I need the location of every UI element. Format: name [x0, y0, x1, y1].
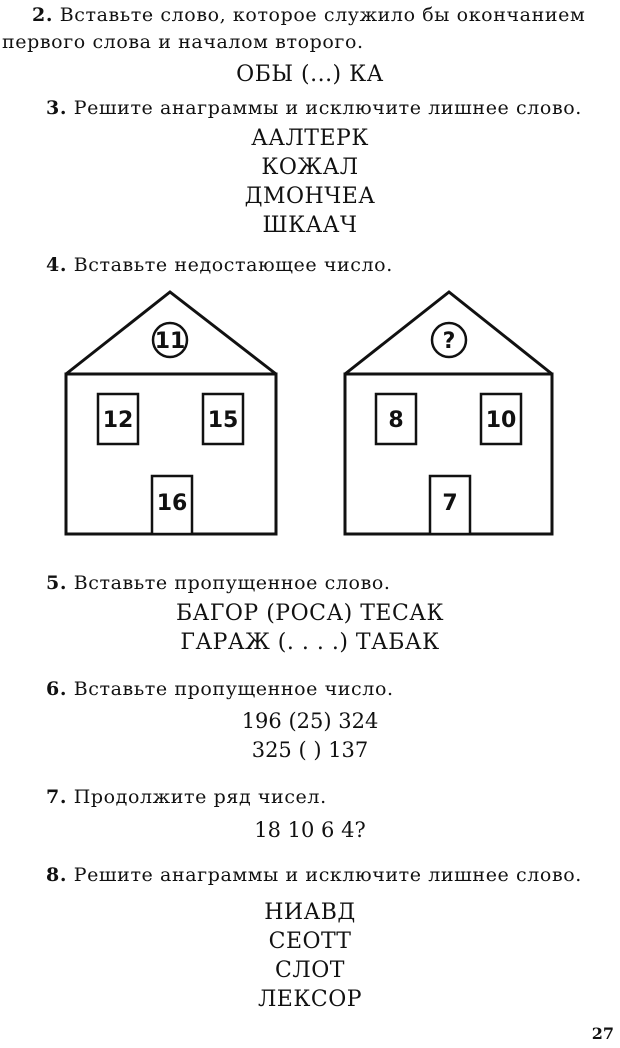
task2-puzzle: ОБЫ (...) КА	[236, 62, 384, 87]
task5-line: ГАРАЖ (. . . .) ТАБАК	[180, 630, 440, 655]
task3-word: ШКААЧ	[262, 213, 358, 238]
task5-heading	[46, 572, 391, 594]
task6-line: 196 (25) 324	[241, 709, 379, 733]
house-left-door-number: 16	[156, 491, 188, 516]
task3-word: КОЖАЛ	[261, 155, 359, 180]
task8-word: ЛЕКСОР	[257, 987, 363, 1012]
task3-number: 3.	[46, 97, 68, 119]
house-right-door-number: 7	[442, 491, 458, 516]
task3-text: Решите анаграммы и исключите лишнее слово.	[73, 97, 582, 119]
task4-text: Вставьте недостающее число.	[73, 254, 393, 276]
houses-figure	[0, 280, 620, 550]
house-left-roof-number: 11	[154, 329, 186, 354]
task5-line: БАГОР (РОСА) ТЕСАК	[176, 601, 444, 626]
task7-heading	[46, 786, 327, 808]
house-right-window-right-number: 10	[485, 408, 517, 433]
task4-heading	[46, 254, 393, 276]
task2-text: Вставьте слово, которое служило бы окончанием	[59, 4, 586, 26]
house-left-window-right-number: 15	[207, 408, 239, 433]
house-right	[345, 292, 552, 534]
task6-line: 325 ( ) 137	[251, 738, 369, 762]
house-left	[66, 292, 276, 534]
task8-word: СЕОТТ	[268, 929, 352, 954]
task7-series: 18 10 6 4?	[254, 818, 366, 842]
page-number: 27	[591, 1024, 614, 1043]
task5-text: Вставьте пропущенное слово.	[73, 572, 391, 594]
task6-number: 6.	[46, 678, 68, 700]
task5-number: 5.	[46, 572, 68, 594]
house-left-window-left-number: 12	[102, 408, 134, 433]
task4-number: 4.	[46, 254, 68, 276]
task8-number: 8.	[46, 864, 68, 886]
task7-number: 7.	[46, 786, 68, 808]
house-right-roof-number: ?	[442, 329, 456, 354]
task8-heading	[46, 864, 582, 886]
task2-text-line1	[32, 4, 585, 26]
task3-word: ДМОНЧЕА	[244, 184, 376, 209]
task3-word: ААЛТЕРК	[251, 126, 369, 151]
task8-word: НИАВД	[264, 900, 356, 925]
task6-heading	[46, 678, 394, 700]
task8-text: Решите анаграммы и исключите лишнее слово.	[73, 864, 582, 886]
house-right-window-left-number: 8	[388, 408, 404, 433]
task2-text-line2: первого слова и началом второго.	[2, 31, 364, 53]
task6-text: Вставьте пропущенное число.	[73, 678, 394, 700]
task7-text: Продолжите ряд чисел.	[73, 786, 327, 808]
task2-number: 2.	[32, 4, 54, 26]
task8-word: СЛОТ	[275, 958, 345, 983]
task3-heading	[46, 97, 582, 119]
